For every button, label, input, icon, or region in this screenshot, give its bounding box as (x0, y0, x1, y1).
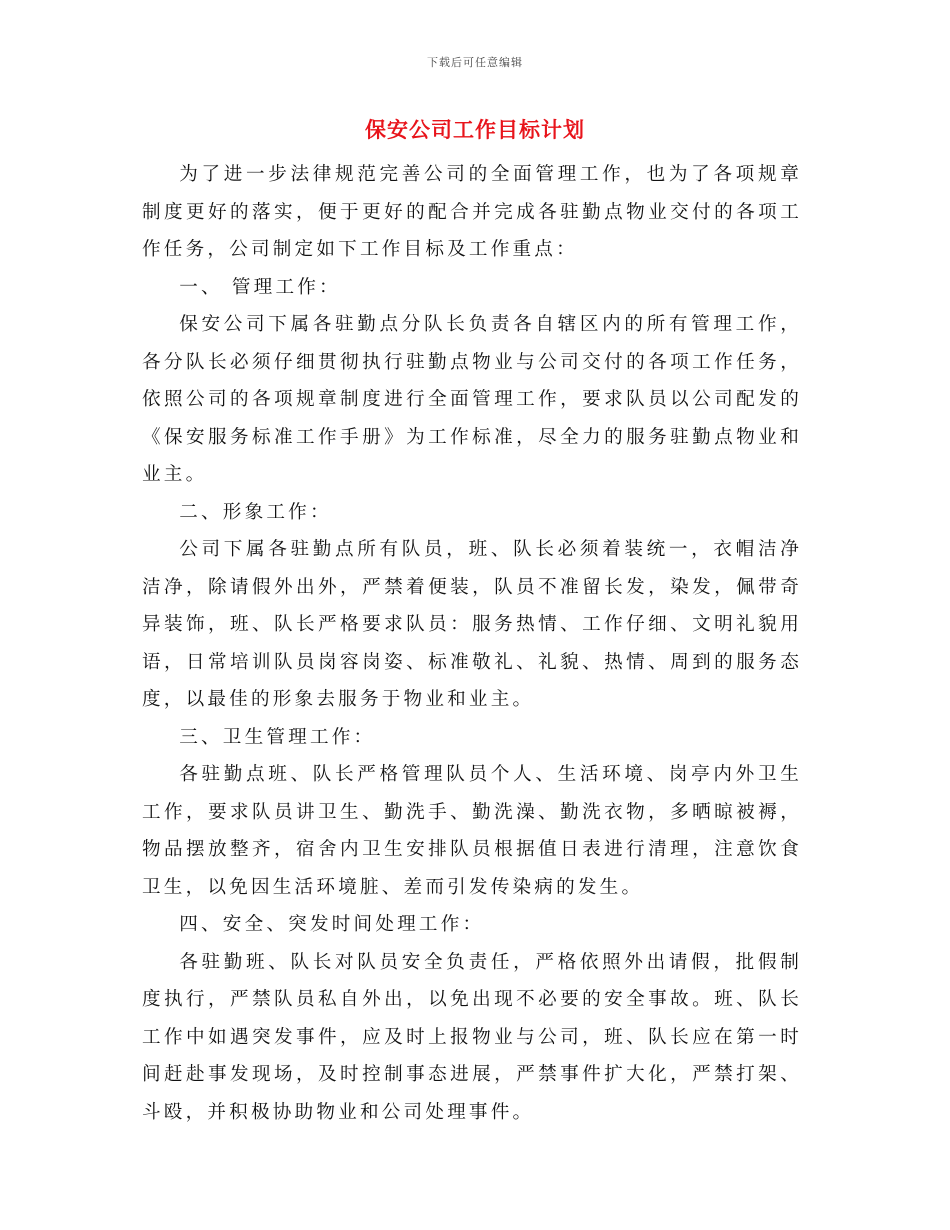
management-paragraph: 保安公司下属各驻勤点分队长负责各自辖区内的所有管理工作，各分队长必须仔细贯彻执行驻勤点物业与公司交付的各项工作任务，依照公司的各项规章制度进行全面管理工作，要求队员以公司配发的《保安服务标准工作手册》为工作标准，尽全力的服务驻勤点物业和业主。 (142, 314, 802, 485)
section-heading-safety: 四、安全、突发时间处理工作： (179, 914, 485, 935)
hygiene-paragraph: 各驻勤点班、队长严格管理队员个人、生活环境、岗亭内外卫生工作，要求队员讲卫生、勤洗手、勤洗澡、勤洗衣物，多晒晾被褥，物品摆放整齐，宿舍内卫生安排队员根据值日表进行清理，注意饮食卫生，以免因生活环境脏、差而引发传染病的发生。 (142, 764, 802, 898)
section-heading-hygiene: 三、卫生管理工作： (179, 726, 376, 748)
page-header-note: 下载后可任意编辑 (427, 56, 523, 69)
safety-paragraph: 各驻勤班、队长对队员安全负责任，严格依照外出请假，批假制度执行，严禁队员私自外出，以免出现不必要的安全事故。班、队长工作中如遇突发事件，应及时上报物业与公司，班、队长应在第一时间赶赴事发现场，及时控制事态进展，严禁事件扩大化，严禁打架、斗殴，并积极协助物业和公司处理事件。 (142, 951, 802, 1123)
section-heading-image: 二、形象工作： (179, 501, 332, 523)
image-paragraph: 公司下属各驻勤点所有队员，班、队长必须着装统一，衣帽洁净洁净，除请假外出外，严禁着便装，队员不准留长发，染发，佩带奇异装饰，班、队长严格要求队员：服务热情、工作仔细、文明礼貌用语，日常培训队员岗容岗姿、标准敬礼、礼貌、热情、周到的服务态度，以最佳的形象去服务于物业和业主。 (142, 539, 802, 710)
document-title: 保安公司工作目标计划 (365, 117, 585, 142)
section-heading-management: 一、 管理工作： (179, 276, 341, 298)
document-body (142, 156, 802, 1131)
intro-paragraph: 为了进一步法律规范完善公司的全面管理工作，也为了各项规章制度更好的落实，便于更好的配合并完成各驻勤点物业交付的各项工作任务，公司制定如下工作目标及工作重点： (142, 164, 802, 260)
